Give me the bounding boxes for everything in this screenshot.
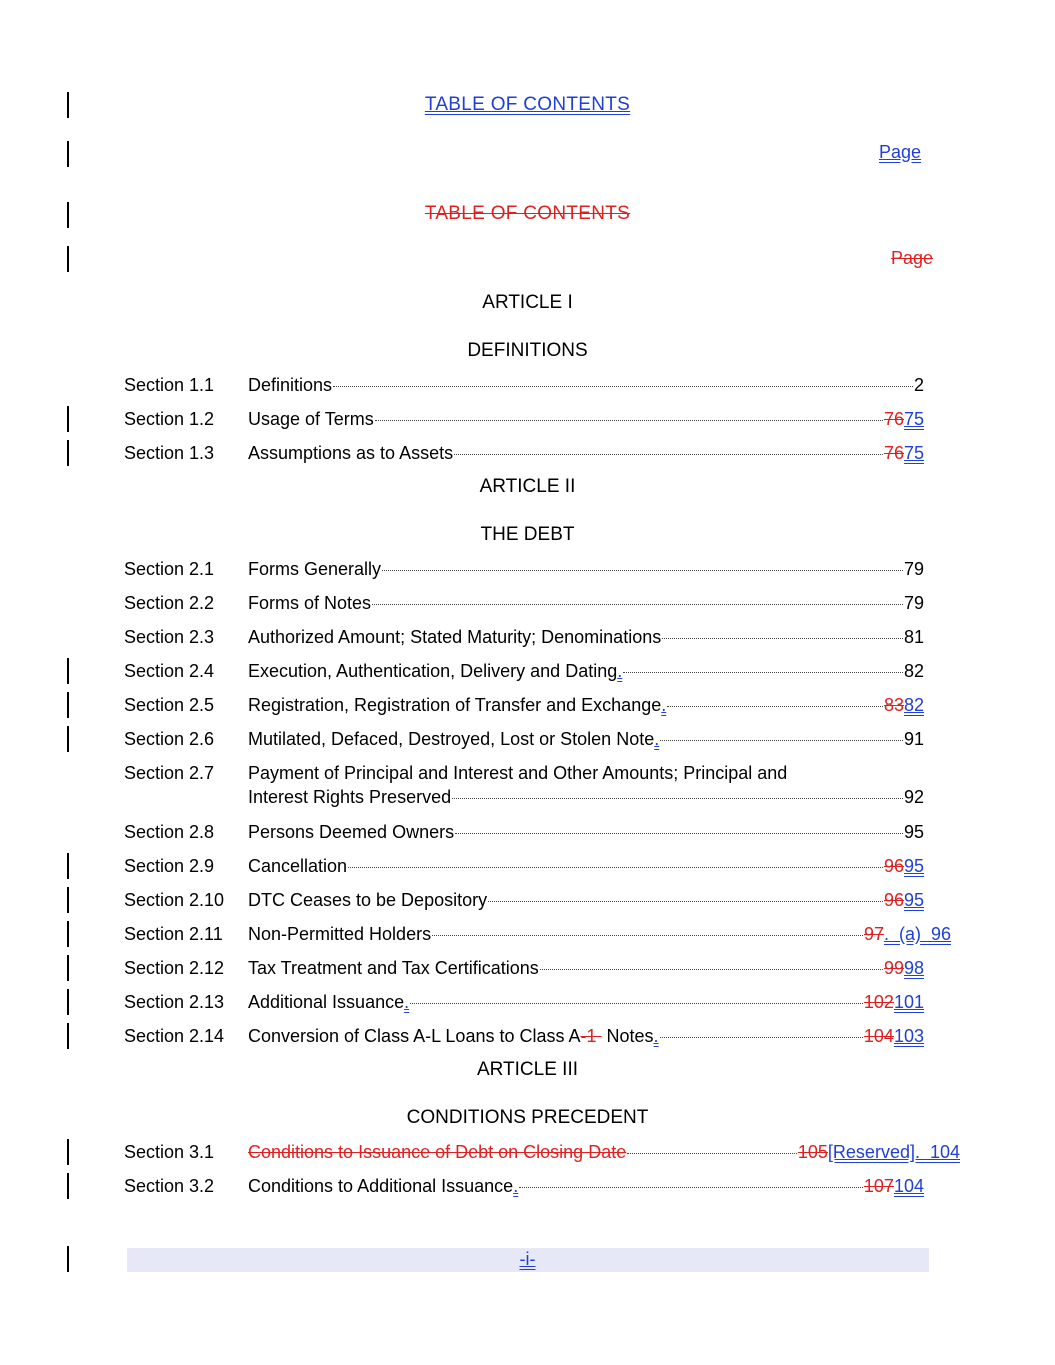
toc-title-inserted-text: TABLE OF CONTENTS xyxy=(424,94,631,115)
toc-entry-2-2[interactable] xyxy=(124,591,924,615)
title-inserted-period: . xyxy=(654,729,660,749)
page-number-inserted: 75 xyxy=(903,409,924,429)
toc-entry-2-8[interactable] xyxy=(124,820,924,844)
toc-entry-1-2[interactable] xyxy=(124,407,924,431)
section-number: Section 2.10 xyxy=(124,890,225,910)
change-bar xyxy=(67,955,69,981)
page-number: 91 xyxy=(903,729,924,749)
dot-leader xyxy=(488,901,883,902)
section-number: Section 2.7 xyxy=(124,763,215,783)
page-number-deleted: 102 xyxy=(863,992,894,1012)
dot-leader xyxy=(660,1037,863,1038)
article-3-heading: ARTICLE III xyxy=(476,1059,578,1080)
section-title-part-b: Notes xyxy=(601,1026,654,1046)
toc-entry-2-14[interactable] xyxy=(124,1024,924,1048)
footer-page-number-text: -i- xyxy=(519,1249,536,1269)
page-number-inserted: 75 xyxy=(903,443,924,463)
page-number-inserted: 82 xyxy=(903,695,924,715)
toc-entry-2-12[interactable] xyxy=(124,956,924,980)
change-bar xyxy=(67,887,69,913)
section-title-line-2: Interest Rights Preserved xyxy=(248,787,452,807)
page-number-deleted: 96 xyxy=(883,890,904,910)
page-number-deleted: 99 xyxy=(883,958,904,978)
change-bar xyxy=(67,440,69,466)
section-title: Conditions to Additional Issuance xyxy=(248,1176,514,1196)
section-title: Definitions xyxy=(248,375,333,395)
section-number: Section 2.8 xyxy=(124,822,215,842)
section-number: Section 3.2 xyxy=(124,1176,215,1196)
section-title: Non-Permitted Holders xyxy=(248,924,432,944)
change-bar xyxy=(67,406,69,432)
page-number-deleted: 76 xyxy=(883,443,904,463)
page-number-inserted: [Reserved]. 104 xyxy=(827,1142,960,1162)
change-bar xyxy=(67,989,69,1015)
section-number: Section 2.11 xyxy=(124,924,223,944)
toc-title-deleted-text: TABLE OF CONTENTS xyxy=(424,203,631,224)
toc-entry-2-7[interactable] xyxy=(124,761,924,809)
page-number-inserted: . (a) 96 xyxy=(883,924,951,944)
page-number: 95 xyxy=(903,822,924,842)
page-number-deleted: 83 xyxy=(883,695,904,715)
dot-leader xyxy=(452,798,903,799)
toc-entry-2-1[interactable] xyxy=(124,557,924,581)
section-title: Forms Generally xyxy=(248,559,382,579)
section-number: Section 1.1 xyxy=(124,375,215,395)
dot-leader xyxy=(375,420,883,421)
section-title-line-1: Payment of Principal and Interest and Other Amounts; Principal and xyxy=(248,763,788,783)
section-title: Assumptions as to Assets xyxy=(248,443,454,463)
change-bar xyxy=(67,1023,69,1049)
toc-entry-3-1[interactable] xyxy=(124,1140,960,1164)
toc-entry-2-5[interactable] xyxy=(124,693,924,717)
page-number-inserted: 95 xyxy=(903,890,924,910)
page-number: 81 xyxy=(903,627,924,647)
dot-leader xyxy=(519,1187,863,1188)
change-bar xyxy=(67,1139,69,1165)
section-number: Section 2.13 xyxy=(124,992,225,1012)
page-number: 82 xyxy=(903,661,924,681)
section-title: Cancellation xyxy=(248,856,348,876)
dot-leader xyxy=(410,1003,863,1004)
dot-leader xyxy=(540,969,883,970)
toc-title-inserted xyxy=(0,94,1055,116)
dot-leader xyxy=(662,638,903,639)
page-label-inserted-text: Page xyxy=(879,142,922,162)
article-3-title: CONDITIONS PRECEDENT xyxy=(406,1107,649,1128)
change-bar xyxy=(67,1173,69,1199)
section-title: Mutilated, Defaced, Destroyed, Lost or Stolen Note xyxy=(248,729,655,749)
section-title: Forms of Notes xyxy=(248,593,372,613)
section-title: Registration, Registration of Transfer and Exchange xyxy=(248,695,662,715)
section-number: Section 2.14 xyxy=(124,1026,225,1046)
section-number: Section 3.1 xyxy=(124,1142,215,1162)
toc-entry-3-2[interactable] xyxy=(124,1174,924,1198)
change-bar xyxy=(67,246,69,272)
page-number-deleted: 96 xyxy=(883,856,904,876)
dot-leader xyxy=(454,454,883,455)
title-inserted-period: . xyxy=(617,661,623,681)
page-label-deleted-text: Page xyxy=(891,248,934,268)
article-1-title: DEFINITIONS xyxy=(467,340,588,361)
change-bar xyxy=(67,692,69,718)
section-number: Section 2.2 xyxy=(124,593,215,613)
dot-leader xyxy=(627,1153,797,1154)
page-number: 79 xyxy=(903,593,924,613)
section-title: Persons Deemed Owners xyxy=(248,822,455,842)
dot-leader xyxy=(382,570,903,571)
toc-entry-1-3[interactable] xyxy=(124,441,924,465)
section-number: Section 2.5 xyxy=(124,695,215,715)
change-bar xyxy=(67,658,69,684)
page-number-inserted: 101 xyxy=(893,992,924,1012)
dot-leader xyxy=(333,386,913,387)
change-bar xyxy=(67,921,69,947)
toc-entry-2-13[interactable] xyxy=(124,990,924,1014)
toc-entry-2-3[interactable] xyxy=(124,625,924,649)
section-title: Tax Treatment and Tax Certifications xyxy=(248,958,539,978)
title-inserted-period: . xyxy=(404,992,410,1012)
page-number-deleted: 107 xyxy=(863,1176,894,1196)
section-title-part-a: Conversion of Class A-L Loans to Class A xyxy=(248,1026,581,1046)
page-number-inserted: 104 xyxy=(893,1176,924,1196)
section-number: Section 2.9 xyxy=(124,856,215,876)
page-number-deleted: 76 xyxy=(883,409,904,429)
section-title: Additional Issuance xyxy=(248,992,405,1012)
page-number-deleted: 105 xyxy=(797,1142,828,1162)
dot-leader xyxy=(348,867,883,868)
dot-leader xyxy=(660,740,903,741)
section-number: Section 2.4 xyxy=(124,661,215,681)
dot-leader xyxy=(372,604,903,605)
page-number-inserted: 95 xyxy=(903,856,924,876)
section-title xyxy=(248,1024,659,1048)
page-number-deleted: 97 xyxy=(863,924,884,944)
page-column-label-deleted xyxy=(891,248,933,269)
title-inserted-period: . xyxy=(513,1176,519,1196)
section-title: Authorized Amount; Stated Maturity; Denominations xyxy=(248,627,662,647)
page-number-inserted: 98 xyxy=(903,958,924,978)
section-title: Execution, Authentication, Delivery and Dating xyxy=(248,661,618,681)
toc-entry-2-11[interactable] xyxy=(124,922,951,946)
page-number-inserted: 103 xyxy=(893,1026,924,1046)
section-title: DTC Ceases to be Depository xyxy=(248,890,488,910)
page-number: 2 xyxy=(913,375,924,395)
title-inserted-period: . xyxy=(661,695,667,715)
page-number: 79 xyxy=(903,559,924,579)
section-title-deleted: Conditions to Issuance of Debt on Closing Date xyxy=(248,1142,627,1162)
article-2-heading: ARTICLE II xyxy=(479,476,576,497)
toc-entry-1-1[interactable] xyxy=(124,373,924,397)
section-number: Section 2.6 xyxy=(124,729,215,749)
change-bar xyxy=(67,141,69,167)
section-number: Section 1.3 xyxy=(124,443,215,463)
toc-entry-2-4[interactable] xyxy=(124,659,924,683)
dot-leader xyxy=(432,935,863,936)
toc-entry-2-6[interactable] xyxy=(124,727,924,751)
change-bar xyxy=(67,726,69,752)
footer-page-number xyxy=(0,1249,1055,1270)
title-inserted-period: . xyxy=(653,1026,659,1046)
dot-leader xyxy=(623,672,903,673)
section-number: Section 1.2 xyxy=(124,409,215,429)
article-2-title: THE DEBT xyxy=(480,524,575,545)
section-title: Usage of Terms xyxy=(248,409,374,429)
page-number: 92 xyxy=(903,787,924,807)
toc-entry-2-9[interactable] xyxy=(124,854,924,878)
page-number-deleted: 104 xyxy=(863,1026,894,1046)
section-number: Section 2.12 xyxy=(124,958,225,978)
section-number: Section 2.3 xyxy=(124,627,215,647)
toc-entry-2-10[interactable] xyxy=(124,888,924,912)
article-1-heading: ARTICLE I xyxy=(482,292,573,313)
change-bar xyxy=(67,853,69,879)
dot-leader xyxy=(667,706,883,707)
section-number: Section 2.1 xyxy=(124,559,215,579)
title-deleted-text: -1 xyxy=(580,1026,602,1046)
page-column-label-inserted xyxy=(879,142,921,163)
dot-leader xyxy=(455,833,903,834)
toc-title-deleted xyxy=(0,203,1055,225)
